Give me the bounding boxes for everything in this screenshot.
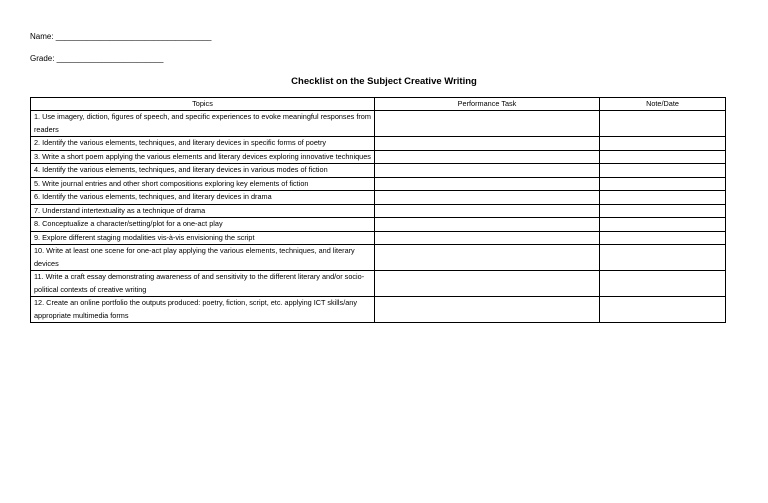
table-header-row [31, 98, 726, 111]
note-date-cell [600, 111, 726, 137]
note-date-cell [600, 245, 726, 271]
topic-cell: 4. Identify the various elements, techniques, and literary devices in various modes of fiction [31, 164, 375, 178]
column-header-note-date: Note/Date [600, 98, 726, 111]
grade-field-label: Grade: ________________________ [30, 54, 164, 63]
table-row [31, 218, 726, 232]
topic-cell: 6. Identify the various elements, techniques, and literary devices in drama [31, 191, 375, 205]
topic-cell: 1. Use imagery, diction, figures of speech, and specific experiences to evoke meaningful responses from readers [31, 111, 375, 137]
topic-cell: 9. Explore different staging modalities vis-à-vis envisioning the script [31, 231, 375, 245]
topic-cell: 11. Write a craft essay demonstrating awareness of and sensitivity to the different literary and/or socio-political contexts of creative writing [31, 271, 375, 297]
table-row [31, 150, 726, 164]
column-header-performance-task: Performance Task [375, 98, 600, 111]
column-header-topics: Topics [31, 98, 375, 111]
name-field-label: Name: ___________________________________ [30, 32, 212, 41]
topic-cell: 2. Identify the various elements, techniques, and literary devices in specific forms of poetry [31, 137, 375, 151]
topic-cell: 8. Conceptualize a character/setting/plot for a one-act play [31, 218, 375, 232]
topic-cell: 7. Understand intertextuality as a technique of drama [31, 204, 375, 218]
performance-task-cell [375, 177, 600, 191]
checklist-table [30, 97, 726, 323]
note-date-cell [600, 137, 726, 151]
note-date-cell [600, 177, 726, 191]
performance-task-cell [375, 297, 600, 323]
performance-task-cell [375, 218, 600, 232]
performance-task-cell [375, 111, 600, 137]
table-row [31, 204, 726, 218]
performance-task-cell [375, 204, 600, 218]
performance-task-cell [375, 164, 600, 178]
table-row [31, 231, 726, 245]
note-date-cell [600, 164, 726, 178]
table-row [31, 271, 726, 297]
table-row [31, 177, 726, 191]
performance-task-cell [375, 191, 600, 205]
note-date-cell [600, 150, 726, 164]
topic-cell: 12. Create an online portfolio the outputs produced: poetry, fiction, script, etc. applying ICT skills/any appropriate multimedia forms [31, 297, 375, 323]
table-row [31, 111, 726, 137]
note-date-cell [600, 271, 726, 297]
performance-task-cell [375, 150, 600, 164]
performance-task-cell [375, 137, 600, 151]
note-date-cell [600, 297, 726, 323]
table-row [31, 164, 726, 178]
table-row [31, 137, 726, 151]
table-row [31, 245, 726, 271]
note-date-cell [600, 218, 726, 232]
performance-task-cell [375, 245, 600, 271]
topic-cell: 5. Write journal entries and other short compositions exploring key elements of fiction [31, 177, 375, 191]
note-date-cell [600, 204, 726, 218]
topic-cell: 10. Write at least one scene for one-act play applying the various elements, techniques, and literary devices [31, 245, 375, 271]
note-date-cell [600, 191, 726, 205]
document-title: Checklist on the Subject Creative Writing [291, 76, 477, 87]
table-row [31, 191, 726, 205]
topic-cell: 3. Write a short poem applying the various elements and literary devices exploring innovative techniques [31, 150, 375, 164]
performance-task-cell [375, 231, 600, 245]
table-row [31, 297, 726, 323]
note-date-cell [600, 231, 726, 245]
performance-task-cell [375, 271, 600, 297]
